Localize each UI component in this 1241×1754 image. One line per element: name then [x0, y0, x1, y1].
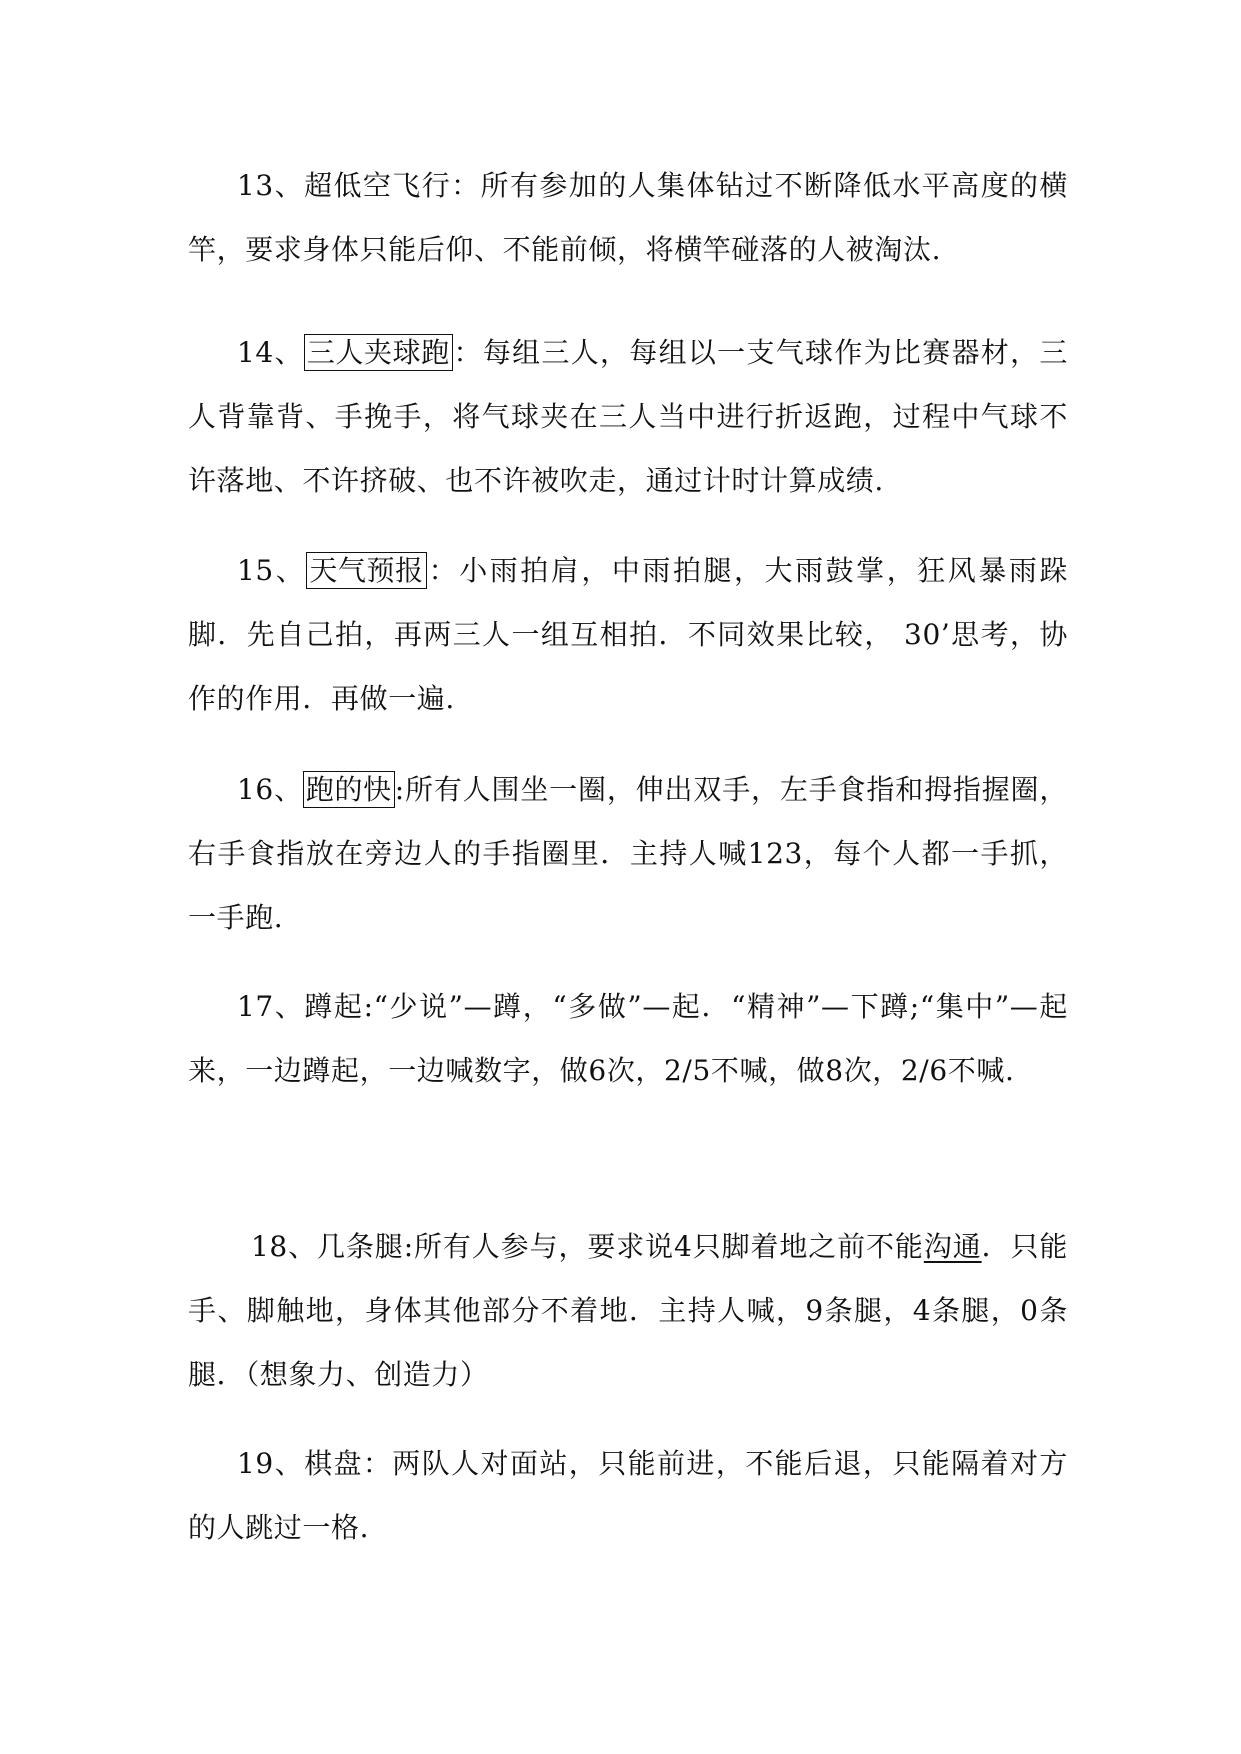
- item-14-title: 三人夹球跑: [304, 334, 453, 371]
- item-19-number: 19、: [237, 1447, 305, 1480]
- item-19-title: 棋盘: [304, 1447, 363, 1480]
- item-18-text-before: :所有人参与，要求说4只脚着地之前不能: [403, 1230, 924, 1263]
- item-14-number: 14、: [237, 336, 304, 369]
- item-15-title: 天气预报: [306, 552, 426, 589]
- item-14-paragraph: [188, 321, 1068, 513]
- item-18-underlined-word: 沟通: [923, 1230, 982, 1263]
- item-16-title: 跑的快: [303, 771, 395, 808]
- item-15-paragraph: [188, 539, 1068, 731]
- item-15-number: 15、: [237, 554, 307, 587]
- item-17-number: 17、: [237, 990, 305, 1023]
- item-13-paragraph: [188, 154, 1068, 282]
- item-13-number: 13、: [237, 169, 305, 202]
- item-14-text: ：每组三人，每组以一支气球作为比赛器材，三人背靠背、手挽手，将气球夹在三人当中进行折返跑，过程中气球不许落地、不许挤破、也不许被吹走，通过计时计算成绩.: [188, 336, 1068, 497]
- item-17-text: :“少说”—蹲，“多做”—起．“精神”—下蹲;“集中”—起来，一边蹲起，一边喊数字，做6次，2/5不喊，做8次，2/6不喊.: [188, 990, 1068, 1087]
- item-17-title: 蹲起: [304, 990, 364, 1023]
- item-16-number: 16、: [237, 773, 303, 806]
- item-16-paragraph: [188, 758, 1068, 950]
- item-16-text: :所有人围坐一圈，伸出双手，左手食指和拇指握圈，右手食指放在旁边人的手指圈里．主持人喊123，每个人都一手抓，一手跑.: [188, 773, 1068, 934]
- item-18-text-after: ．只能手、脚触地，身体其他部分不着地．主持人喊，9条腿，4条腿，0条腿．（想象力、创造力）: [188, 1230, 1068, 1391]
- item-19-paragraph: [188, 1432, 1068, 1560]
- item-18-title: 几条腿: [317, 1230, 404, 1263]
- item-18-paragraph: [188, 1215, 1068, 1407]
- item-17-paragraph: [188, 975, 1068, 1103]
- item-13-text: ：所有参加的人集体钻过不断降低水平高度的横竿，要求身体只能后仰、不能前倾，将横竿碰落的人被淘汰.: [188, 169, 1068, 266]
- item-15-text: ：小雨拍肩，中雨拍腿，大雨鼓掌，狂风暴雨跺脚．先自己拍，再两三人一组互相拍．不同效果比较， 30’思考，协作的作用．再做一遍.: [188, 554, 1068, 715]
- item-18-number: 18、: [251, 1230, 318, 1263]
- item-13-title: 超低空飞行: [304, 169, 452, 202]
- item-19-text: ：两队人对面站，只能前进，不能后退，只能隔着对方的人跳过一格.: [188, 1447, 1068, 1544]
